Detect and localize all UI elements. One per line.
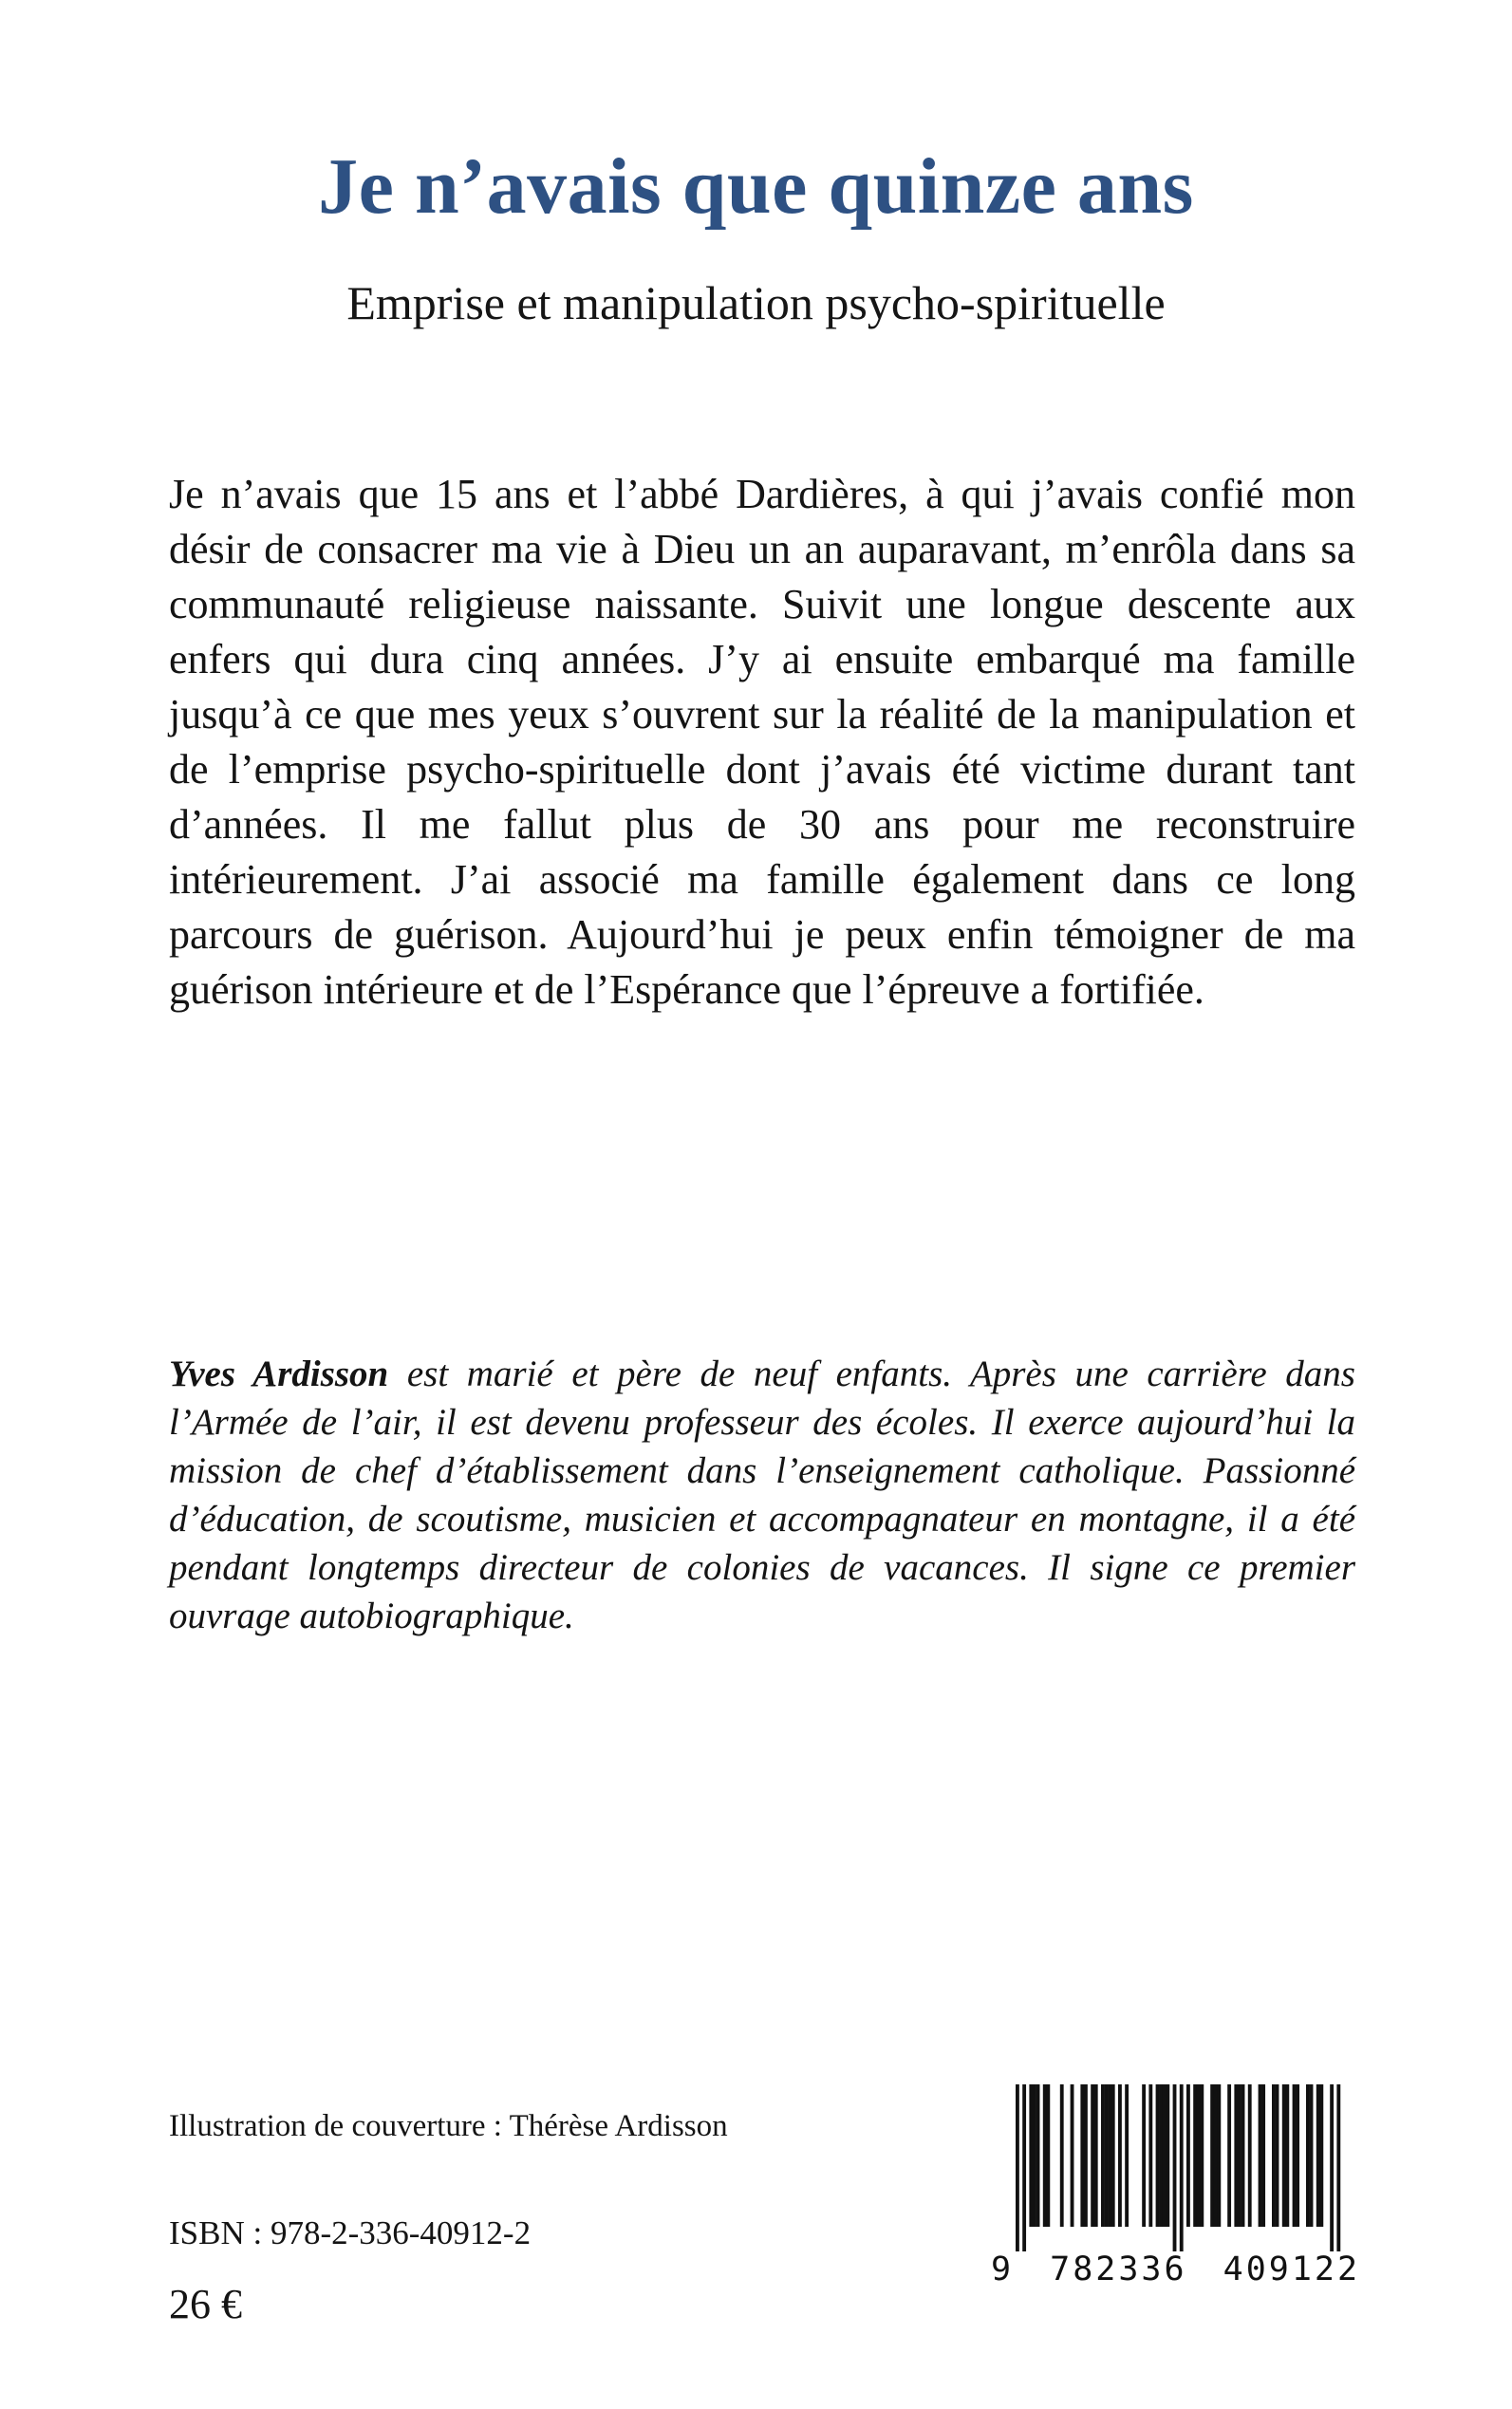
isbn-number: ISBN : 978-2-336-40912-2	[169, 2214, 532, 2251]
book-title: Je n’avais que quinze ans	[318, 142, 1194, 231]
barcode-number: 9 782336 409122	[991, 2250, 1361, 2288]
price-label: 26 €	[169, 2281, 242, 2327]
author-bio	[169, 1350, 1355, 1640]
barcode	[987, 2084, 1361, 2288]
book-subtitle: Emprise et manipulation psycho-spirituelle	[346, 276, 1166, 329]
barcode-bars	[987, 2084, 1357, 2251]
author-name: Yves Ardisson	[169, 1354, 389, 1394]
synopsis-paragraph: Je n’avais que 15 ans et l’abbé Dardières, à qui j’avais confié mon désir de consacrer ma vie à Dieu un an auparavant, m’enrôla dans sa communauté religieuse naissante. Suivit une longue descente aux enfers qui dura cinq années. J’y ai ensuite embarqué ma famille jusqu’à ce que mes yeux s’ouvrent sur la réalité de la manipulation et de l’emprise psycho-spirituelle dont j’avais été victime durant tant d’années. Il me fallut plus de 30 ans pour me reconstruire intérieurement. J’ai associé ma famille également dans ce long parcours de guérison. Aujourd’hui je peux enfin témoigner de ma guérison intérieure et de l’Espérance que l’épreuve a fortifiée.	[169, 471, 1355, 1013]
illustration-credit: Illustration de couverture : Thérèse Ardisson	[169, 2109, 728, 2143]
author-bio-text: est marié et père de neuf enfants. Après une carrière dans l’Armée de l’air, il est devenu professeur des écoles. Il exerce aujourd’hui la mission de chef d’établissement dans l’enseignement catholique. Passionné d’éducation, de scoutisme, musicien et accompagnateur en montagne, il a été pendant longtemps directeur de colonies de vacances. Il signe ce premier ouvrage autobiographique.	[169, 1354, 1355, 1636]
